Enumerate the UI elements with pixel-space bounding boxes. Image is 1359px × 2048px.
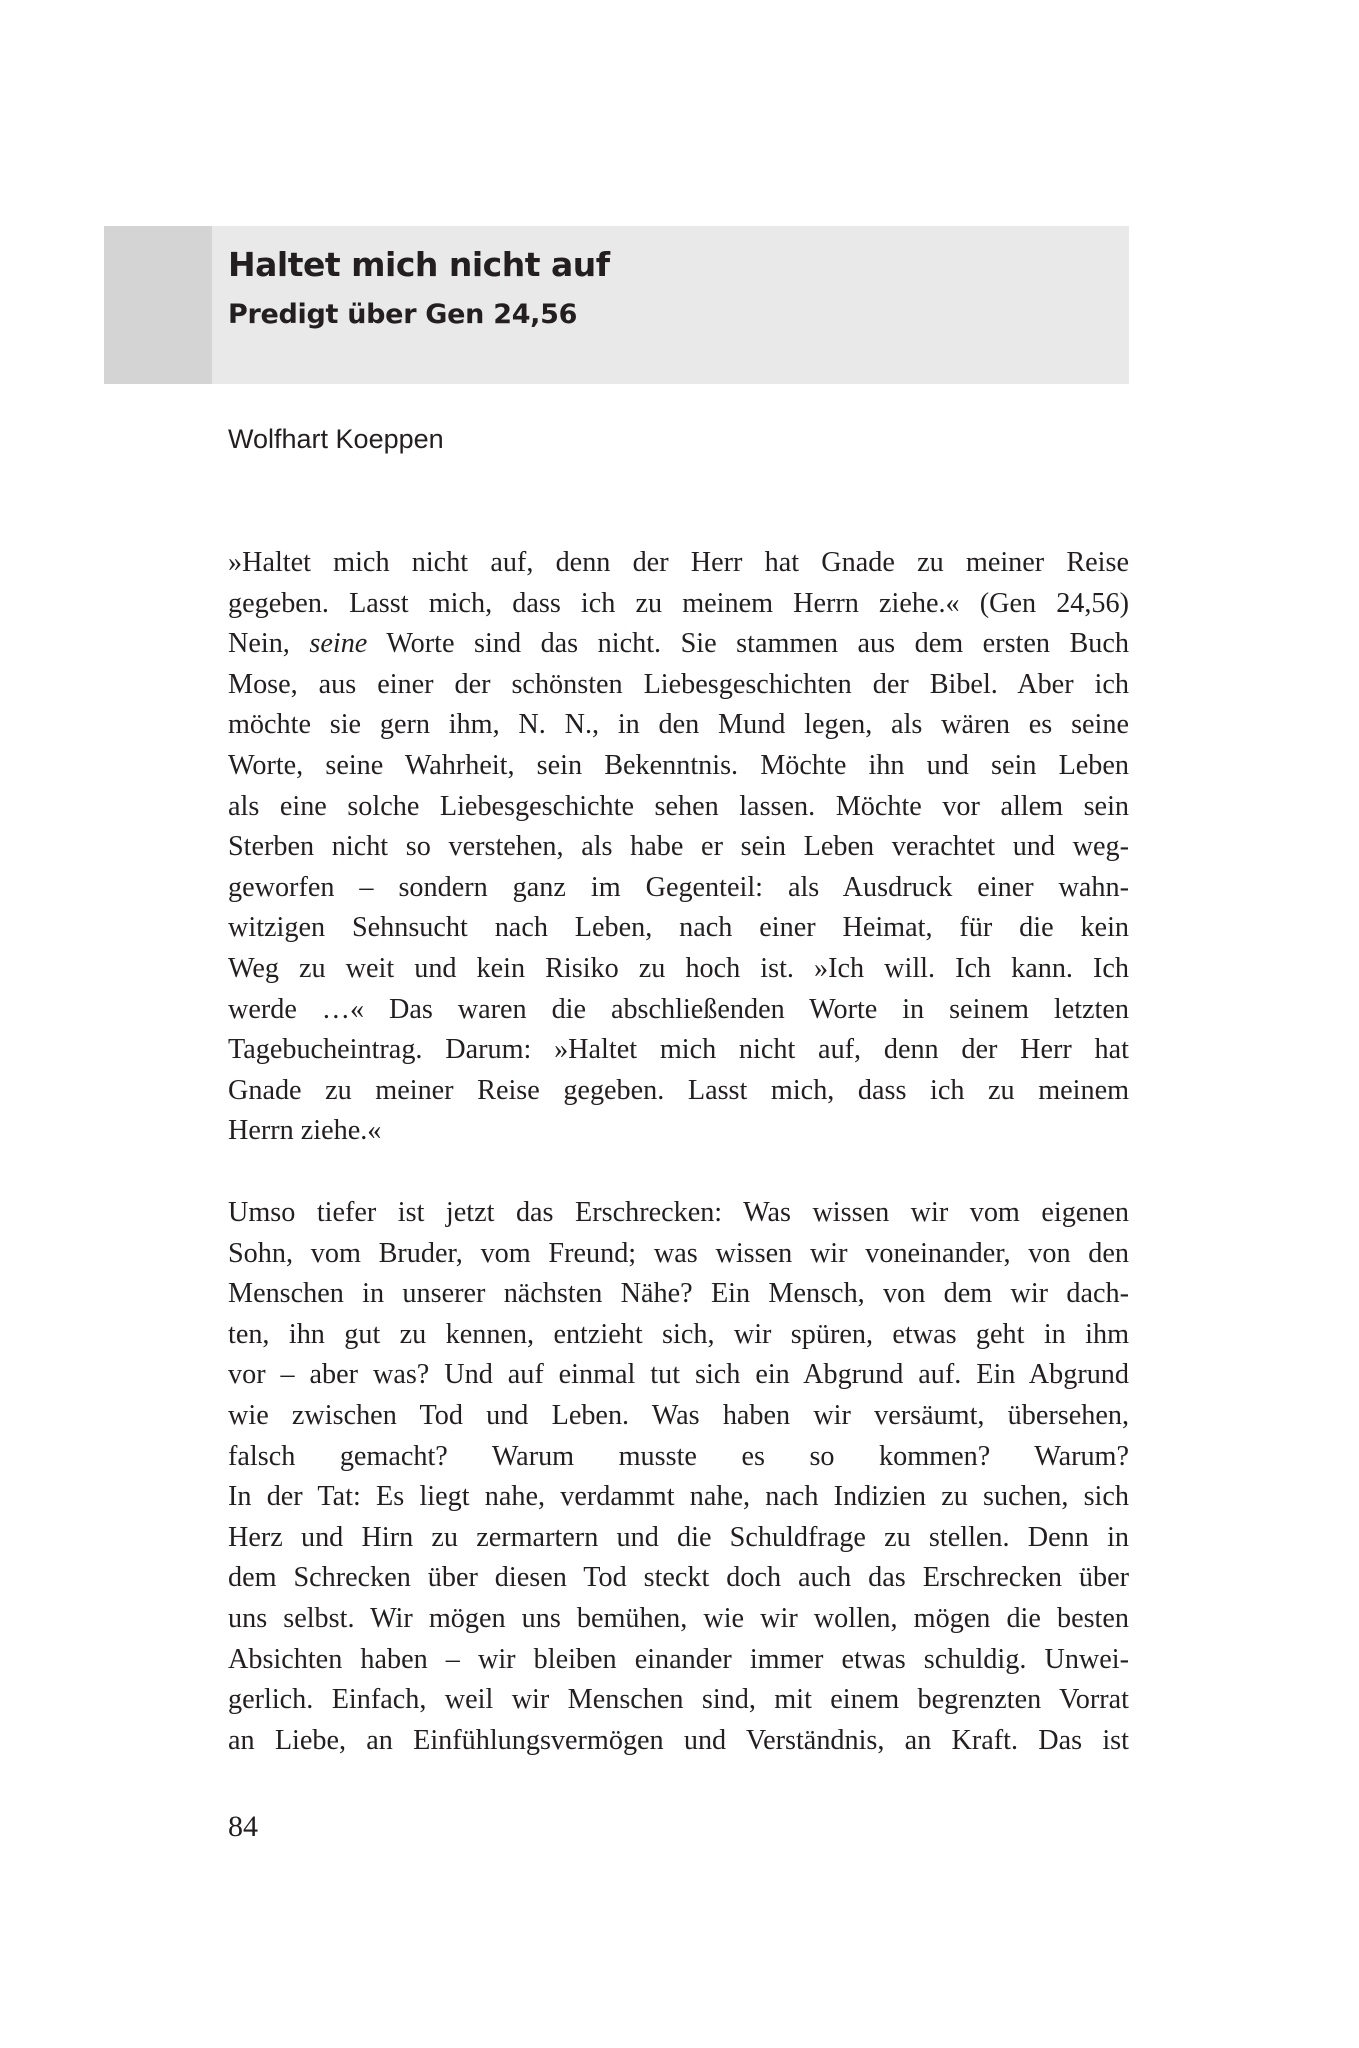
text-line: Worte, seine Wahrheit, sein Bekenntnis. Möchte ihn und sein Leben xyxy=(228,749,1129,781)
text-line: falsch gemacht? Warum musste es so kommen? Warum? xyxy=(228,1440,1129,1472)
text-line: Weg zu weit und kein Risiko zu hoch ist. »Ich will. Ich kann. Ich xyxy=(228,952,1129,984)
text-line: als eine solche Liebesgeschichte sehen lassen. Möchte vor allem sein xyxy=(228,790,1129,822)
text-line: »Haltet mich nicht auf, denn der Herr hat Gnade zu meiner Reise xyxy=(228,547,1129,578)
text-line: Menschen in unserer nächsten Nähe? Ein Mensch, von dem wir dach- xyxy=(228,1278,1129,1310)
text-line: ten, ihn gut zu kennen, entzieht sich, wir spüren, etwas geht in ihm xyxy=(228,1318,1129,1350)
text-line: dem Schrecken über diesen Tod steckt doch auch das Erschrecken über xyxy=(228,1562,1129,1594)
text-line: witzigen Sehnsucht nach Leben, nach einer Heimat, für die kein xyxy=(228,912,1129,944)
text-line: Sohn, vom Bruder, vom Freund; was wissen wir voneinander, von den xyxy=(228,1237,1129,1269)
text-line: geworfen – sondern ganz im Gegenteil: als Ausdruck einer wahn- xyxy=(228,871,1129,903)
text-line: Herz und Hirn zu zermartern und die Schuldfrage zu stellen. Denn in xyxy=(228,1521,1129,1553)
text-line: Tagebucheintrag. Darum: »Haltet mich nicht auf, denn der Herr hat xyxy=(228,1034,1129,1066)
text-line: an Liebe, an Einfühlungsvermögen und Verständnis, an Kraft. Das ist xyxy=(228,1724,1129,1756)
chapter-subtitle: Predigt über Gen 24,56 xyxy=(228,299,578,330)
text-line: Absichten haben – wir bleiben einander immer etwas schuldig. Unwei- xyxy=(228,1643,1129,1675)
text-line: wie zwischen Tod und Leben. Was haben wir versäumt, übersehen, xyxy=(228,1399,1129,1431)
text-line: uns selbst. Wir mögen uns bemühen, wie wir wollen, mögen die besten xyxy=(228,1602,1129,1634)
text-line: gegeben. Lasst mich, dass ich zu meinem Herrn ziehe.« (Gen 24,56) xyxy=(228,587,1129,619)
text-line: Umso tiefer ist jetzt das Erschrecken: Was wissen wir vom eigenen xyxy=(228,1197,1129,1228)
chapter-title: Haltet mich nicht auf xyxy=(228,245,610,284)
text-line: Nein, seine Worte sind das nicht. Sie stammen aus dem ersten Buch xyxy=(228,628,1130,660)
text-line: gerlich. Einfach, weil wir Menschen sind, mit einem begrenzten Vorrat xyxy=(228,1684,1129,1716)
text-line: Herrn ziehe.« xyxy=(228,1115,382,1147)
page-number: 84 xyxy=(228,1810,258,1843)
paragraph-1 xyxy=(228,543,1129,1152)
text-line: vor – aber was? Und auf einmal tut sich ein Abgrund auf. Ein Abgrund xyxy=(228,1359,1129,1391)
chapter-header xyxy=(104,226,1129,384)
text-line: Sterben nicht so verstehen, als habe er sein Leben verachtet und weg- xyxy=(228,831,1129,863)
author-name: Wolfhart Koeppen xyxy=(228,424,444,454)
paragraph-2 xyxy=(228,1193,1129,1761)
text-line: Gnade zu meiner Reise gegeben. Lasst mich, dass ich zu meinem xyxy=(228,1074,1129,1106)
header-accent-block xyxy=(104,226,212,384)
text-line: möchte sie gern ihm, N. N., in den Mund legen, als wären es seine xyxy=(228,709,1129,741)
text-line: werde …« Das waren die abschließenden Worte in seinem letzten xyxy=(228,993,1129,1025)
text-line: Mose, aus einer der schönsten Liebesgeschichten der Bibel. Aber ich xyxy=(228,668,1129,700)
text-line: In der Tat: Es liegt nahe, verdammt nahe, nach Indizien zu suchen, sich xyxy=(228,1481,1129,1513)
